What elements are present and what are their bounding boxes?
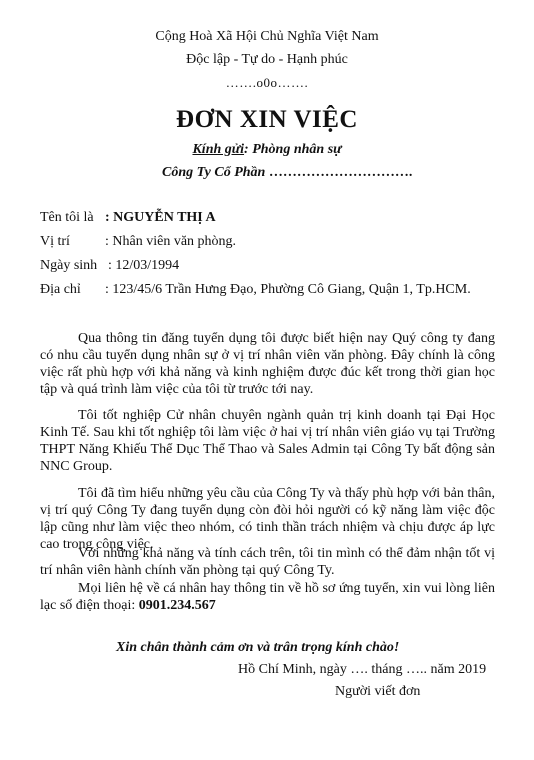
place-and-date: Hồ Chí Minh, ngày …. tháng ….. năm 2019 xyxy=(238,662,487,677)
info-label-position: Vị trí xyxy=(40,234,70,249)
recipient-company-blank: …………………………. xyxy=(265,165,413,180)
national-motto: Độc lập - Tự do - Hạnh phúc xyxy=(186,52,348,67)
body-paragraph-1: Qua thông tin đăng tuyển dụng tôi được biết hiện nay Quý công ty đang có nhu cầu tuyển dụng nhân sự ở vị trí nhân viên văn phòng. Đây chính là công việc rất phù hợp với khả năng và kinh nghiệm được đúc kết trong thời gian học tập và quá trình làm việc của tôi từ trước tới nay. xyxy=(40,331,495,397)
signer-label: Người viết đơn xyxy=(335,684,421,699)
recipient-company-line xyxy=(162,165,412,181)
info-label-name: Tên tôi là xyxy=(40,210,94,225)
info-value-position: : Nhân viên văn phòng. xyxy=(105,234,237,249)
recipient-department: : Phòng nhân sự xyxy=(244,142,342,157)
info-label-address: Địa chỉ xyxy=(40,282,81,297)
document-title: ĐƠN XIN VIỆC xyxy=(176,106,358,133)
recipient-company: Công Ty Cổ Phần xyxy=(162,165,266,180)
body-paragraph-5 xyxy=(40,580,495,614)
closing-greeting: Xin chân thành cảm ơn và trân trọng kính chào! xyxy=(116,640,400,655)
national-title: Cộng Hoà Xã Hội Chủ Nghĩa Việt Nam xyxy=(155,29,379,44)
recipient-label: Kính gửi xyxy=(192,142,245,157)
contact-phone: 0901.234.567 xyxy=(138,598,216,613)
info-value-name: : NGUYỄN THỊ A xyxy=(105,210,216,225)
ornament-divider: …….o0o……. xyxy=(225,75,309,90)
info-label-birthdate: Ngày sinh xyxy=(40,258,98,273)
info-value-address: : 123/45/6 Trần Hưng Đạo, Phường Cô Giang, Quận 1, Tp.HCM. xyxy=(105,282,471,297)
body-paragraph-3: Tôi đã tìm hiểu những yêu cầu của Công Ty và thấy phù hợp với bản thân, vị trí quý Công Ty đang tuyển dụng còn đòi hỏi người có kỹ năng làm việc độc lập cũng như làm việc theo nhóm, có tinh thần trách nhiệm và chịu được áp lực cao trong công việc. xyxy=(40,486,495,552)
body-paragraph-4: Với những khả năng và tính cách trên, tôi tin mình có thể đảm nhận tốt vị trí nhân viên hành chính văn phòng tại quý Công Ty. xyxy=(40,546,495,578)
recipient-line xyxy=(0,142,534,158)
contact-text: Mọi liên hệ về cá nhân hay thông tin về hồ sơ ứng tuyển, xin vui lòng liên lạc số điện thoại: xyxy=(40,581,495,613)
info-value-birthdate: : 12/03/1994 xyxy=(108,258,180,273)
body-paragraph-2: Tôi tốt nghiệp Cử nhân chuyên ngành quản trị kinh doanh tại Đại Học Kinh Tế. Sau khi tốt nghiệp tôi làm việc ở hai vị trí nhân viên giáo vụ tại Trường THPT Năng Khiếu Thể Dục Thể Thao và Sales Admin tại Công Ty bất động sản NNC Group. xyxy=(40,408,495,474)
